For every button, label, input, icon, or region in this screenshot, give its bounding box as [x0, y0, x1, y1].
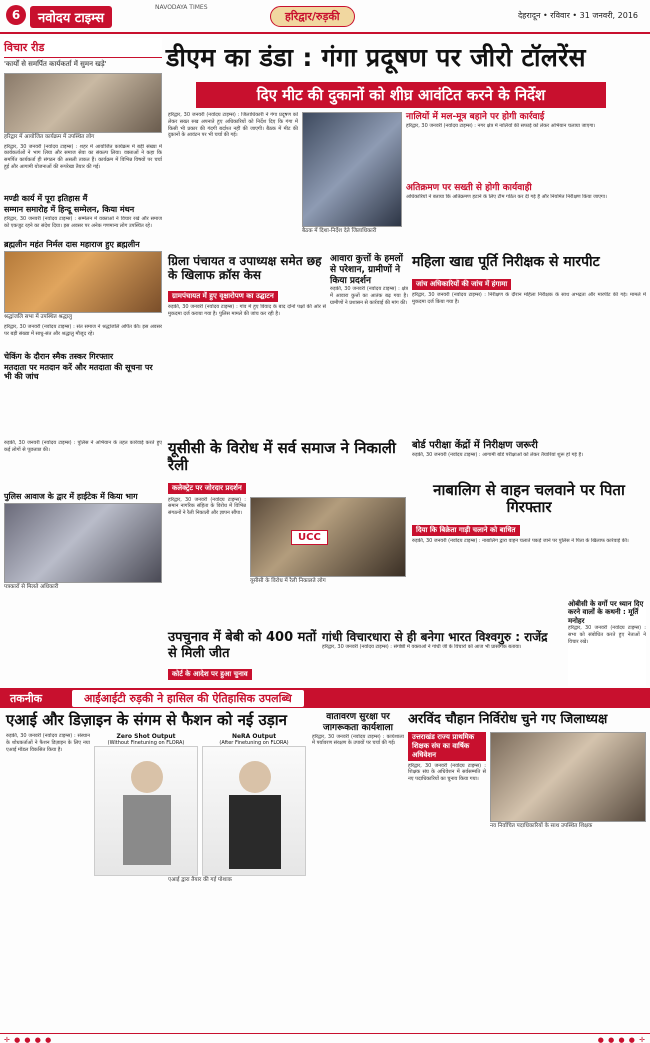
gandhi-headline: गांधी विचारधारा से ही बनेगा भारत विश्वगुरु : राजेंद्र — [322, 630, 548, 644]
ai-headline: एआई और डिज़ाइन के संगम से फैशन को नई उड़ान — [6, 711, 287, 729]
footer-registration-right: ● ● ● ● ✛ — [597, 1036, 646, 1043]
nabalig-text: रुड़की, 30 जनवरी (नवोदय टाइम्स) : नाबालिग द्वारा वाहन चलाते पकड़े जाने पर पुलिस ने पिता के खिलाफ कार्रवाई की। — [412, 537, 629, 544]
tech-strip — [0, 688, 650, 708]
footer-registration-left: ✛ ● ● ● ● — [4, 1036, 53, 1043]
left-text-3: हरिद्वार, 30 जनवरी (नवोदय टाइम्स) : संत समाज ने श्रद्धांजलि अर्पित की। इस अवसर पर बड़ी संख्या में साधु-संत और श्रद्धालु मौजूद रहे। — [4, 323, 162, 337]
left-photo-2-caption: श्रद्धांजलि सभा में उपस्थित श्रद्धालु — [4, 314, 72, 321]
story-board — [412, 440, 646, 480]
story-ucc — [168, 440, 408, 590]
main-headline: डीएम का डंडा : गंगा प्रदूषण पर जीरो टॉलरेंस — [166, 43, 586, 72]
mahila-tag: जांच अधिकारियों की जांच में हंगामा — [412, 279, 511, 290]
left-photo-2 — [4, 251, 162, 313]
main-right-subhead: अतिक्रमण पर सख्ती से होगी कार्यवाही — [406, 182, 532, 193]
masthead — [0, 0, 650, 34]
arvind-photo-caption: नव निर्वाचित पदाधिकारियों के साथ उपस्थित शिक्षक — [490, 822, 593, 829]
awas-headline: आवारा कुत्तों के हमलों से परेशान, ग्रामीणों ने किया प्रदर्शन — [330, 254, 403, 286]
mahila-text: हरिद्वार, 30 जनवरी (नवोदय टाइम्स) : निरीक्षण के दौरान महिला निरीक्षक के साथ अभद्रता और मारपीट की गई। मामले में मुकदमा दर्ज किया गया है। — [412, 291, 646, 305]
main-photo-block — [302, 112, 402, 240]
strip-title: आईआईटी रुड़की ने हासिल की ऐतिहासिक उपलब्धि — [72, 690, 304, 707]
vichar-title: विचार रीड — [4, 38, 162, 58]
main-story-text — [168, 112, 298, 252]
panchayat-tag: ग्रामपंचायत में हुए वृक्षारोपण का उद्घाटन — [168, 291, 278, 302]
vichar-subtitle: 'कार्यों से समर्पित कार्यकर्ता में सुमन खड़े' — [4, 60, 107, 68]
gandhi-text: हरिद्वार, 30 जनवरी (नवोदय टाइम्स) : संगोष्ठी में वक्ताओं ने गांधी जी के विचारों को आज भी प्रासंगिक बताया। — [322, 644, 522, 651]
paper-small-tag: NAVODAYA TIMES — [155, 4, 208, 11]
panchayat-headline: ग्रिला पंचायत व उपाध्यक्ष समेत छह के खिलाफ क्रॉस केस — [168, 254, 322, 283]
story-awas — [330, 254, 408, 444]
arvind-photo — [490, 732, 646, 822]
main-right-head: नालियों में मल-मूत्र बहाने पर होगी कार्रवाई — [406, 112, 545, 122]
panchayat-text: रुड़की, 30 जनवरी (नवोदय टाइम्स) : गांव में हुए विवाद के बाद दोनों पक्षों की ओर से मुकदमा दर्ज कराया गया है। पुलिस मामले की जांच कर रही है। — [168, 303, 326, 317]
main-photo-caption: बैठक में दिशा-निर्देश देते जिलाधिकारी — [302, 228, 377, 234]
left-subhead-4: चेकिंग के दौरान स्मैक तस्कर गिरफ्तार — [4, 351, 114, 361]
right-headline: ओबीसी के वर्गो पर ध्यान दिए करने वालों के कथनी : मूर्ति मनोहर — [568, 600, 644, 625]
story-ai — [6, 712, 306, 1030]
left-subhead-2: सम्मान समारोह में हिन्दू सम्मेलन, किया मंथन — [4, 204, 135, 214]
ucc-tag: कलेक्ट्रेट पर जोरदार प्रदर्शन — [168, 483, 246, 494]
mahila-headline: महिला खाद्य पूर्ति निरीक्षक से मारपीट — [412, 254, 600, 270]
ucc-photo — [250, 497, 406, 577]
arvind-headline: अरविंद चौहान निर्विरोध चुने गए जिलाध्यक्ष — [408, 712, 608, 727]
arvind-tag: उत्तराखंड राज्य प्राथमिक शिक्षक संघ का वार्षिक अधिवेशन — [408, 732, 486, 761]
left-photo-1-caption: हरिद्वार में आयोजित कार्यक्रम में उपस्थित लोग — [4, 134, 95, 140]
baby-headline: उपचुनाव में बेबी को 400 मतों से मिली जीत — [168, 630, 317, 661]
main-body-text: हरिद्वार, 30 जनवरी (नवोदय टाइम्स) : जिलाधिकारी ने गंगा प्रदूषण को लेकर सख्त रुख अपनाते हुए अधिकारियों को निर्देश दिए कि गंगा में किसी भी प्रकार की गंदगी बर्दाश्त नहीं की जाएगी। बैठक में मीट की दुकानों के आवंटन पर भी चर्चा की गई। — [168, 112, 298, 139]
ai-text: रुड़की, 30 जनवरी (नवोदय टाइम्स) : संस्थान के शोधकर्ताओं ने फैशन डिज़ाइन के लिए नया एआई मॉडल विकसित किया है। — [6, 733, 90, 753]
left-subhead-6: पुलिस आवाज के द्वार में हाईटेक में किया भाग — [4, 492, 138, 501]
strip-tag: तकनीक — [10, 692, 43, 705]
board-headline: बोर्ड परीक्षा केंद्रों में निरीक्षण जरूरी — [412, 440, 538, 451]
page-footer — [0, 1033, 650, 1043]
main-right-text-2: अधिकारियों ने बताया कि अतिक्रमण हटाने के लिए टीम गठित कर दी गई है और नियमित निरीक्षण किया जाएगा। — [406, 193, 607, 200]
left-column-lower — [4, 440, 162, 680]
ucc-headline: यूसीसी के विरोध में सर्व समाज ने निकाली रैली — [168, 439, 396, 475]
story-mahila — [412, 254, 646, 440]
main-right-text: हरिद्वार, 30 जनवरी (नवोदय टाइम्स) : नगर क्षेत्र में नालियों की सफाई को लेकर अभियान चलाया जाएगा। — [406, 122, 596, 129]
fig1-image — [94, 746, 198, 876]
nabalig-headline: नाबालिग से वाहन चलवाने पर पिता गिरफ्तार — [433, 481, 625, 517]
main-subheadline: दिए मीट की दुकानों को शीघ्र आवंटित करने के निर्देश — [196, 82, 606, 108]
story-vatavaran — [312, 712, 404, 1030]
left-text-1: हरिद्वार, 30 जनवरी (नवोदय टाइम्स) : शहर में आयोजित कार्यक्रम में बड़ी संख्या में कार्यकर्ताओं ने भाग लिया और समाज सेवा का संकल्प लिया। वक्ताओं ने कहा कि समर्पित कार्यकर्ता ही संगठन की असली ताकत हैं। कार्यक्रम में विभिन्न विषयों पर चर्चा हुई और आगामी योजनाओं की रूपरेखा तैयार की गई। — [4, 143, 162, 170]
awas-text: रुड़की, 30 जनवरी (नवोदय टाइम्स) : क्षेत्र में आवारा कुत्तों का आतंक बढ़ गया है। ग्रामीणों ने प्रशासन से कार्रवाई की मांग की। — [330, 286, 408, 306]
left-subhead-5: मतदाता पर मतदान करें और मतदाता की सूचना पर भी की जांच — [4, 362, 153, 382]
story-arvind — [408, 712, 646, 1030]
story-panchayat — [168, 254, 326, 444]
left-subhead-1: मण्डी कार्य में पूरा इतिहास मैं — [4, 193, 88, 203]
left-column — [4, 38, 162, 438]
ucc-photo-caption: यूसीसी के विरोध में रैली निकालते लोग — [250, 577, 326, 584]
story-baby — [168, 630, 318, 686]
nabalig-tag: दिया कि बिक्रेता गाड़ी चलाने को बाधित — [412, 525, 520, 536]
vatavaran-text: हरिद्वार, 30 जनवरी (नवोदय टाइम्स) : कार्यशाला में पर्यावरण संरक्षण के उपायों पर चर्चा की गई। — [312, 733, 404, 747]
page-number: 6 — [6, 5, 26, 25]
ucc-banner: UCC — [291, 530, 328, 545]
story-right — [568, 600, 646, 686]
ai-fig-caption: एआई द्वारा तैयार की गई पोशाक — [168, 877, 232, 884]
right-text: हरिद्वार, 30 जनवरी (नवोदय टाइम्स) : सभा को संबोधित करते हुए नेताओं ने विचार रखे। — [568, 625, 646, 645]
left-photo-1 — [4, 73, 162, 133]
fig1-label: Zero Shot Output — [116, 733, 176, 741]
left-photo-3 — [4, 503, 162, 583]
paper-name: नवोदय टाइम्स — [30, 6, 112, 28]
fig2-sublabel: (After Finetuning on FLORA) — [219, 740, 289, 747]
left-text-4: रुड़की, 30 जनवरी (नवोदय टाइम्स) : पुलिस ने अभियान के तहत कार्रवाई करते हुए कई लोगों से पूछताछ की। — [4, 440, 162, 453]
main-photo — [302, 112, 402, 227]
left-photo-3-caption: पत्रकारों से मिलते अधिकारी — [4, 584, 59, 591]
main-right-block — [406, 112, 646, 252]
fig2-label: NeRA Output — [231, 733, 277, 741]
baby-tag: कोर्ट के आदेश पर हुआ चुनाव — [168, 669, 252, 680]
arvind-text: हरिद्वार, 30 जनवरी (नवोदय टाइम्स) : शिक्षक संघ के अधिवेशन में सर्वसम्मति से नए पदाधिकारियों का चुनाव किया गया। — [408, 762, 486, 783]
board-text: रुड़की, 30 जनवरी (नवोदय टाइम्स) : आगामी बोर्ड परीक्षाओं को लेकर तैयारियां शुरू हो गई हैं। — [412, 452, 584, 458]
city-tag: हरिद्वार/रुड़की — [270, 6, 355, 27]
fig1-sublabel: (Without Finetuning on FLORA) — [107, 740, 185, 747]
left-text-2: हरिद्वार, 30 जनवरी (नवोदय टाइम्स) : सम्मेलन में वक्ताओं ने विचार रखे और समाज को एकजुट रहने का संदेश दिया। इस अवसर पर अनेक गणमान्य लोग उपस्थित रहे। — [4, 215, 162, 229]
vatavaran-headline: वातावरण सुरक्षा पर जागरूकता कार्यशाला — [323, 712, 393, 733]
date-line: देहरादून • रविवार • 31 जनवरी, 2016 — [517, 11, 638, 20]
fig2-image — [202, 746, 306, 876]
left-subhead-3: ब्रह्मलीन महंत निर्मल दास महाराज हुए ब्रह्मलीन — [4, 239, 140, 249]
ucc-text: हरिद्वार, 30 जनवरी (नवोदय टाइम्स) : समान नागरिक संहिता के विरोध में विभिन्न संगठनों ने रैली निकाली और ज्ञापन सौंपा। — [168, 496, 246, 516]
